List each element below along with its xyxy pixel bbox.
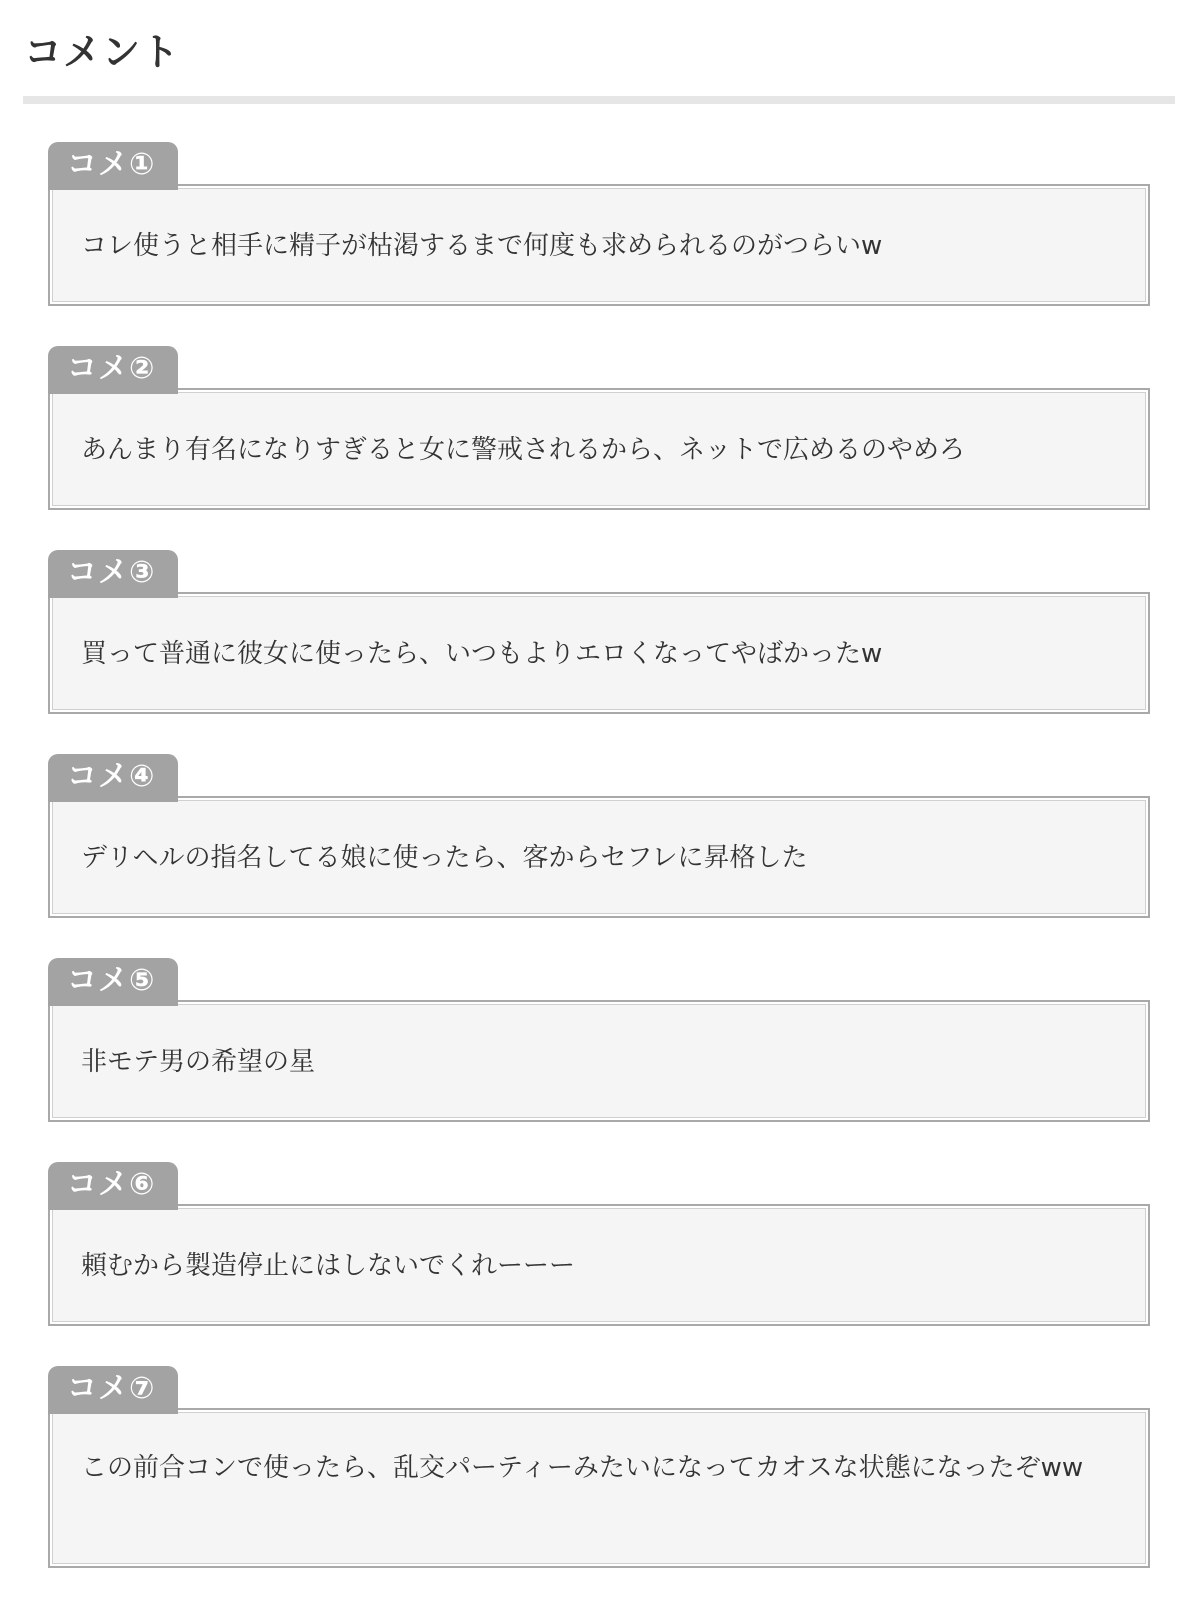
comment-tag: コメ② [48,346,178,394]
comment-text: デリヘルの指名してる娘に使ったら、客からセフレに昇格した [48,796,1150,918]
comment-text: コレ使うと相手に精子が枯渇するまで何度も求められるのがつらいw [48,184,1150,306]
comment-text: 非モテ男の希望の星 [48,1000,1150,1122]
comment-list [48,142,1150,1608]
comment-item-6 [48,1162,1150,1326]
comment-tag: コメ⑦ [48,1366,178,1414]
comment-item-1 [48,142,1150,306]
comment-text: 買って普通に彼女に使ったら、いつもよりエロくなってやばかったw [48,592,1150,714]
comment-tag: コメ④ [48,754,178,802]
comment-text: あんまり有名になりすぎると女に警戒されるから、ネットで広めるのやめろ [48,388,1150,510]
comment-item-3 [48,550,1150,714]
page-title: コメント [24,30,181,74]
comment-tag: コメ③ [48,550,178,598]
comment-text: 頼むから製造停止にはしないでくれーーー [48,1204,1150,1326]
comment-text: この前合コンで使ったら、乱交パーティーみたいになってカオスな状態になったぞww [48,1408,1150,1568]
comment-item-2 [48,346,1150,510]
comment-item-7 [48,1366,1150,1568]
comment-tag: コメ⑥ [48,1162,178,1210]
title-underline [23,96,1175,104]
comment-item-5 [48,958,1150,1122]
comment-tag: コメ① [48,142,178,190]
comment-item-4 [48,754,1150,918]
comment-tag: コメ⑤ [48,958,178,1006]
